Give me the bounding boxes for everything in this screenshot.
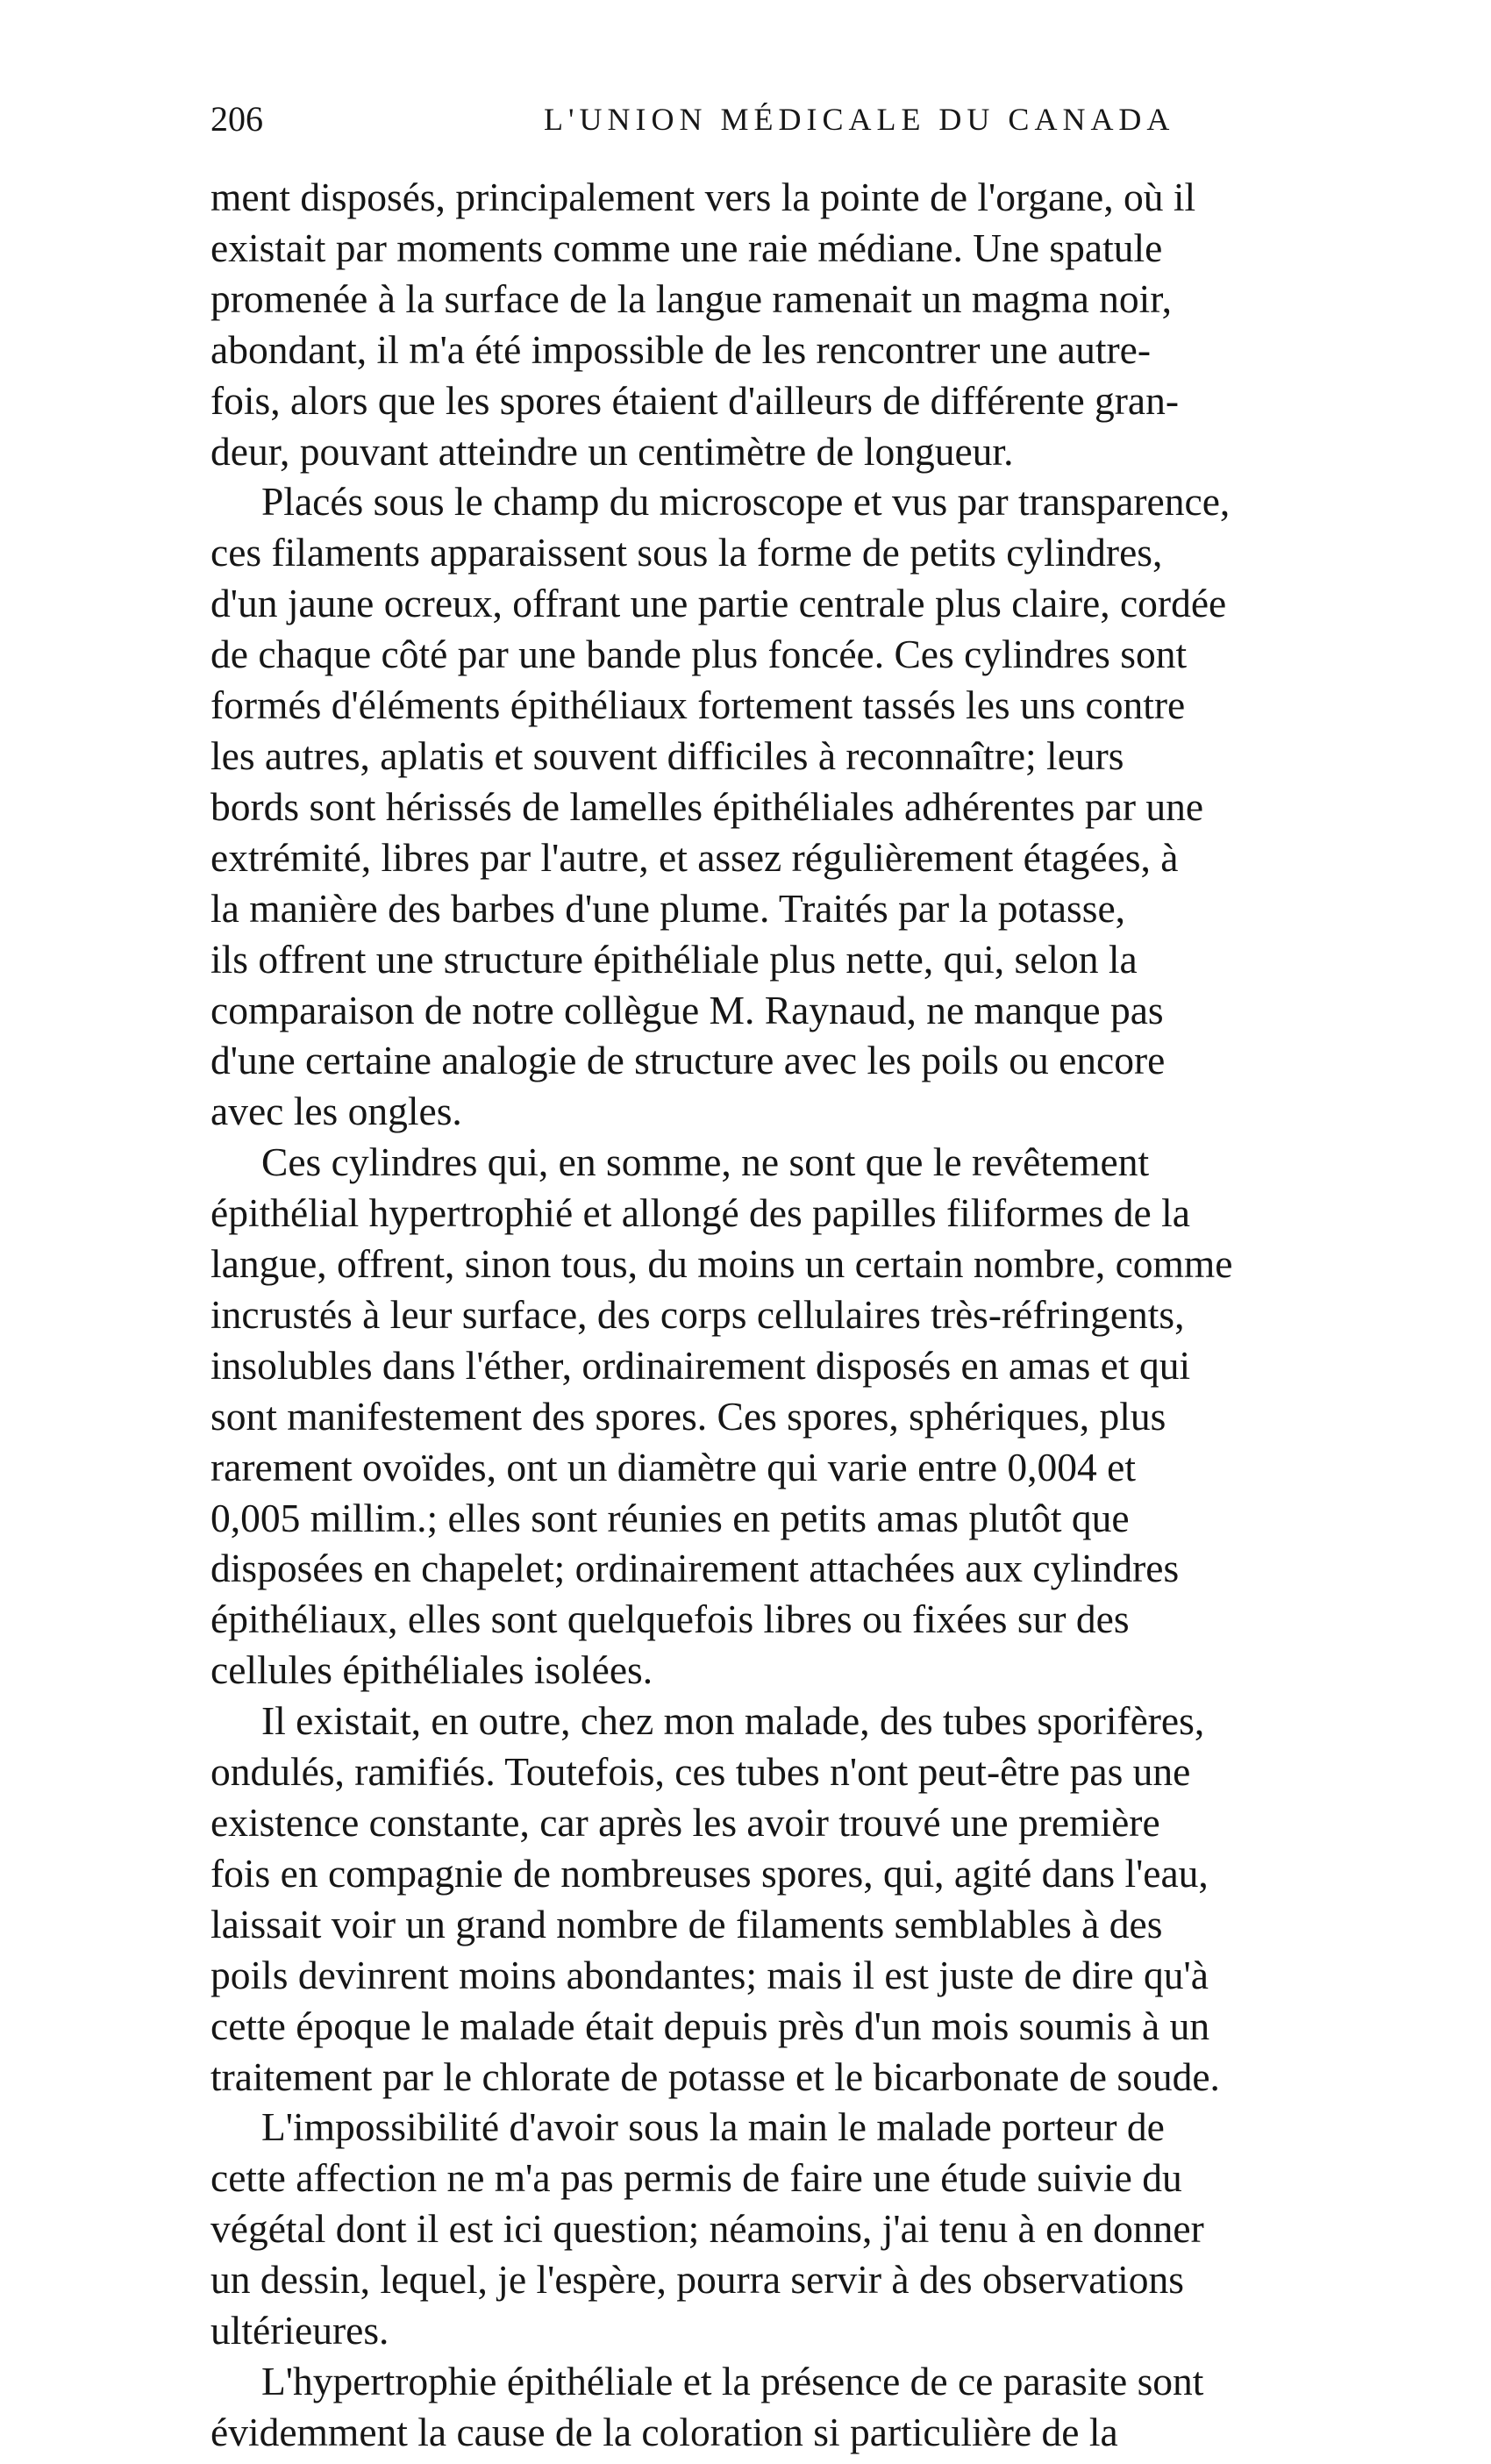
text-line: de chaque côté par une bande plus foncée. Ces cylindres sont	[210, 632, 1188, 677]
text-line: formés d'éléments épithéliaux fortement tassés les uns contre	[210, 682, 1186, 728]
text-line: langue, offrent, sinon tous, du moins un certain nombre, comme	[210, 1241, 1233, 1287]
paragraph-5	[210, 2102, 1482, 2356]
text-line: Il existait, en outre, chez mon malade, des tubes sporifères,	[261, 1698, 1205, 1744]
text-line: sont manifestement des spores. Ces spores, sphériques, plus	[210, 1393, 1166, 1439]
text-line: épithéliaux, elles sont quelquefois libres ou fixées sur des	[210, 1596, 1130, 1642]
text-line: fois, alors que les spores étaient d'ailleurs de différente gran-	[210, 377, 1180, 423]
text-line: avec les ongles.	[210, 1089, 462, 1134]
text-line: épithélial hypertrophié et allongé des papilles filiformes de la	[210, 1190, 1190, 1236]
text-line: insolubles dans l'éther, ordinairement disposés en amas et qui	[210, 1342, 1191, 1388]
text-line: existait par moments comme une raie médiane. Une spatule	[210, 225, 1163, 270]
text-line: d'un jaune ocreux, offrant une partie centrale plus claire, cordée	[210, 581, 1227, 626]
text-line: Ces cylindres qui, en somme, ne sont que le revêtement	[261, 1139, 1150, 1185]
text-line: ultérieures.	[210, 2308, 389, 2353]
text-line: cellules épithéliales isolées.	[210, 1647, 653, 1693]
text-line: ondulés, ramifiés. Toutefois, ces tubes n'ont peut-être pas une	[210, 1749, 1191, 1795]
text-line: ces filaments apparaissent sous la forme de petits cylindres,	[210, 530, 1163, 575]
body-text	[210, 172, 1482, 2458]
paragraph-6	[210, 2356, 1482, 2458]
text-line: 0,005 millim.; elles sont réunies en petits amas plutôt que	[210, 1495, 1130, 1540]
text-line: un dessin, lequel, je l'espère, pourra servir à des observations	[210, 2257, 1184, 2303]
text-line: Placés sous le champ du microscope et vus par transparence,	[261, 479, 1231, 525]
text-line: cette affection ne m'a pas permis de faire une étude suivie du	[210, 2155, 1182, 2201]
text-line: bords sont hérissés de lamelles épithéliales adhérentes par une	[210, 783, 1204, 829]
text-line: ment disposés, principalement vers la pointe de l'organe, où il	[210, 175, 1196, 219]
text-line: végétal dont il est ici question; néamoins, j'ai tenu à en donner	[210, 2206, 1204, 2252]
text-line: existence constante, car après les avoir trouvé une première	[210, 1800, 1160, 1845]
text-line: laissait voir un grand nombre de filaments semblables à des	[210, 1901, 1163, 1946]
text-line: fois en compagnie de nombreuses spores, qui, agité dans l'eau,	[210, 1850, 1209, 1896]
text-line: les autres, aplatis et souvent difficiles à reconnaître; leurs	[210, 732, 1124, 778]
text-line: d'une certaine analogie de structure avec les poils ou encore	[210, 1038, 1166, 1083]
text-line: extrémité, libres par l'autre, et assez régulièrement étagées, à	[210, 834, 1179, 880]
text-line: deur, pouvant atteindre un centimètre de longueur.	[210, 428, 1014, 474]
page-number: 206	[210, 99, 263, 139]
text-line: ils offrent une structure épithéliale plus nette, qui, selon la	[210, 936, 1138, 982]
text-line: comparaison de notre collègue M. Raynaud, ne manque pas	[210, 987, 1164, 1032]
text-line: L'hypertrophie épithéliale et la présence de ce parasite sont	[261, 2358, 1204, 2403]
text-line: incrustés à leur surface, des corps cellulaires très-réfringents,	[210, 1291, 1185, 1337]
paragraph-2	[210, 476, 1482, 1137]
paragraph-3	[210, 1137, 1482, 1696]
text-line: L'impossibilité d'avoir sous la main le malade porteur de	[261, 2104, 1165, 2150]
text-line: cette époque le malade était depuis près d'un mois soumis à un	[210, 2003, 1210, 2048]
text-line: abondant, il m'a été impossible de les rencontrer une autre-	[210, 326, 1152, 372]
paragraph-1	[210, 172, 1482, 476]
text-line: évidemment la cause de la coloration si particulière de la	[210, 2409, 1118, 2454]
text-line: traitement par le chlorate de potasse et le bicarbonate de soude.	[210, 2053, 1220, 2099]
running-head	[210, 95, 1473, 144]
text-line: disposées en chapelet; ordinairement attachées aux cylindres	[210, 1546, 1180, 1591]
journal-title: L'UNION MÉDICALE DU CANADA	[544, 102, 1175, 137]
text-line: rarement ovoïdes, ont un diamètre qui varie entre 0,004 et	[210, 1444, 1136, 1489]
text-line: poils devinrent moins abondantes; mais il est juste de dire qu'à	[210, 1952, 1209, 1997]
paragraph-4	[210, 1696, 1482, 2102]
text-line: la manière des barbes d'une plume. Traités par la potasse,	[210, 885, 1126, 931]
text-line: promenée à la surface de la langue ramenait un magma noir,	[210, 275, 1172, 321]
